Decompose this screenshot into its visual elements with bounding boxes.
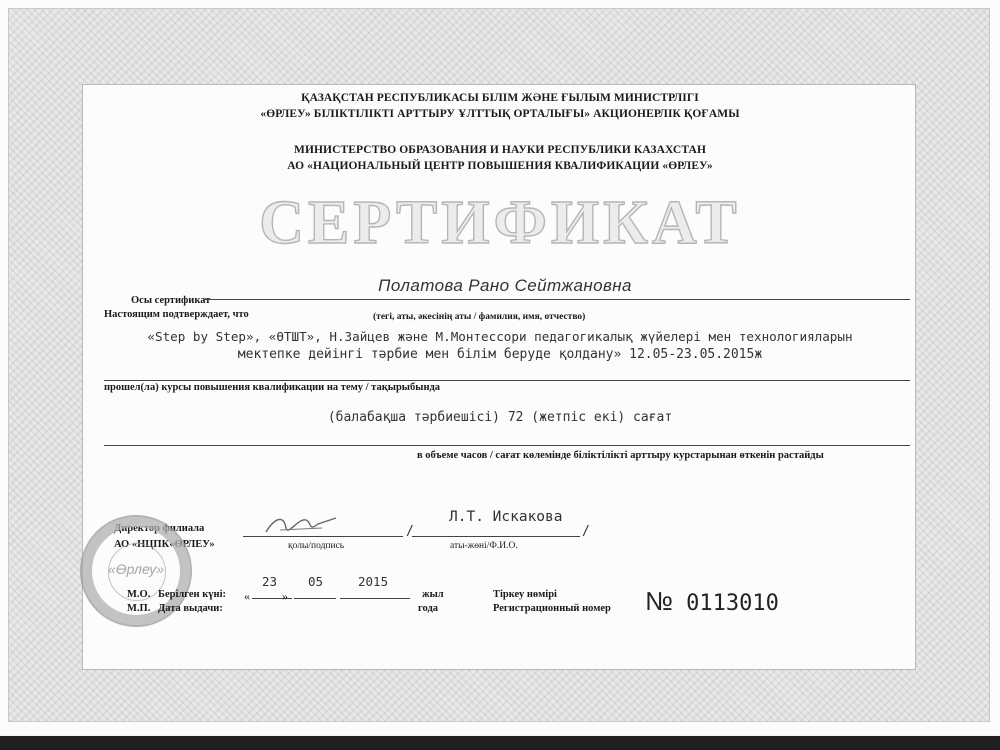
number-sign: № [645,586,673,616]
course-line [104,380,910,381]
seal-mark-kz: М.О. [127,589,151,600]
signature-line [243,536,403,537]
issue-year: 2015 [358,574,389,589]
scan-edge [0,736,1000,750]
director-name-line [412,536,580,537]
registration-label-kz: Тіркеу нөмірі [493,589,557,600]
stamp-text: «Өрлеу» [107,561,165,577]
hours-label: в объеме часов / сағат көлемінде біліктілікті арттыру курстарынан өткенін растайды [417,450,824,461]
course-title-line1: «Step by Step», «ӨТШТ», Н.Зайцев және М.Монтессори педагогикалық жүйелері мен технологияларын [147,329,853,344]
issue-day: 23 [262,574,278,589]
recipient-label-kz: Осы сертификат [131,295,211,306]
director-role-line1: Директор филиала [114,523,205,534]
director-name: Л.Т. Искакова [449,509,563,525]
quote-open: « [244,589,250,603]
issue-month: 05 [308,574,324,589]
signature-caption: қолы/подпись [288,541,345,551]
issue-year-line [340,598,410,599]
name-slash: / [582,524,590,539]
course-title-line2: мектепке дейінгі тәрбие мен білім беруде қолдану» 12.05-23.05.2015ж [237,347,763,362]
director-role-line2: АО «НЦПК«ӨРЛЕУ» [114,539,215,550]
header-ru-line2: АО «НАЦИОНАЛЬНЫЙ ЦЕНТР ПОВЫШЕНИЯ КВАЛИФИКАЦИИ «ӨРЛЕУ» [287,160,713,172]
registration-label-ru: Регистрационный номер [493,603,611,614]
issue-date-label-kz: Берілген күні: [158,589,226,600]
year-label-kz: жыл [422,589,444,600]
header-kz-line1: ҚАЗАҚСТАН РЕСПУБЛИКАСЫ БІЛІМ ЖӘНЕ ҒЫЛЫМ МИНИСТРЛІГІ [301,92,699,104]
recipient-label-ru: Настоящим подтверждает, что [104,309,249,320]
header-ru-line1: МИНИСТЕРСТВО ОБРАЗОВАНИЯ И НАУКИ РЕСПУБЛИКИ КАЗАХСТАН [293,144,706,156]
recipient-caption: (тегі, аты, әкесінің аты / фамилия, имя, отчество) [373,312,586,322]
recipient-name-line [205,299,910,300]
hours-line [104,445,910,446]
seal-mark-ru: М.П. [127,603,151,614]
signature-slash: / [406,524,414,539]
registration-number [645,586,779,617]
course-label: прошел(ла) курсы повышения квалификации на тему / тақырыбында [104,382,441,393]
header-kz-line2: «ӨРЛЕУ» БІЛІКТІЛІКТІ АРТТЫРУ ҰЛТТЫҚ ОРТАЛЫҒЫ» АКЦИОНЕРЛІК ҚОҒАМЫ [260,108,740,120]
issue-month-line [294,598,336,599]
registration-number-value: 0113010 [686,591,779,616]
issue-date-label-ru: Дата выдачи: [158,603,223,614]
recipient-name: Полатова Рано Сейтжановна [378,276,632,295]
certificate-title: СЕРТИФИКАТ [259,189,741,257]
director-name-caption: аты-жөні/Ф.И.О. [450,541,518,551]
year-label-ru: года [418,603,439,614]
quote-close: » [282,589,288,603]
course-hours: (балабақша тәрбиешісі) 72 (жетпіс екі) сағат [327,410,673,425]
